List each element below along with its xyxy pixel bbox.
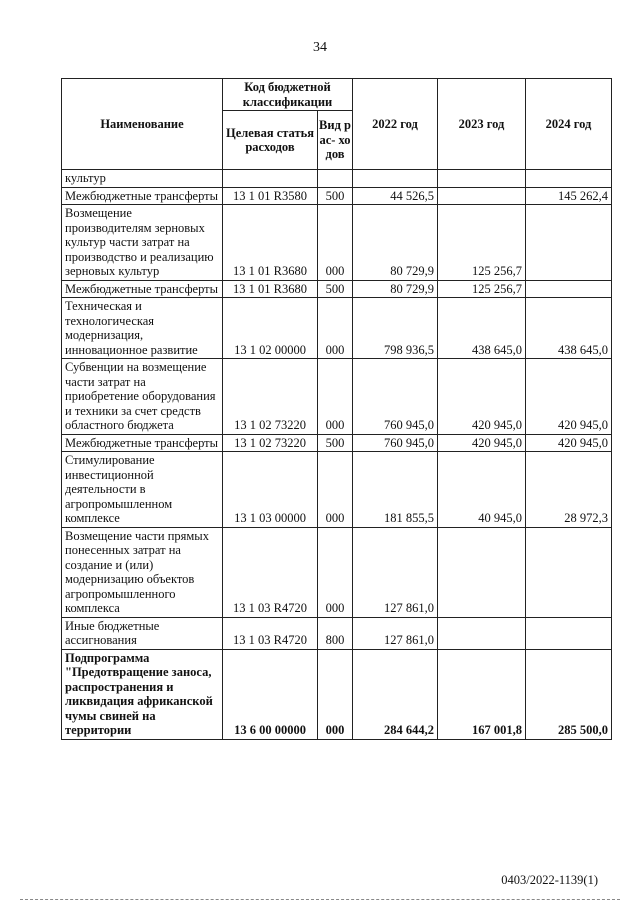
- row-2024: 438 645,0: [526, 298, 612, 359]
- row-2022: 760 945,0: [353, 434, 438, 452]
- row-2024: 285 500,0: [526, 649, 612, 739]
- row-expense-type: [318, 170, 353, 188]
- row-2022: 80 729,9: [353, 205, 438, 281]
- row-2023: 40 945,0: [438, 452, 526, 528]
- row-2022: 760 945,0: [353, 359, 438, 435]
- row-2023: [438, 170, 526, 188]
- row-name: Межбюджетные трансферты: [62, 280, 223, 298]
- row-name: Возмещение производителям зерновых культур части затрат на производство и реализацию зерновых культур: [62, 205, 223, 281]
- header-target-article: Целевая статья расходов: [223, 111, 318, 170]
- row-name: Подпрограмма "Предотвращение заноса, распространения и ликвидация африканской чумы свиней на территории: [62, 649, 223, 739]
- header-2023: 2023 год: [438, 79, 526, 170]
- row-2024: [526, 617, 612, 649]
- row-2024: [526, 205, 612, 281]
- table-body: [62, 170, 612, 740]
- row-2022: 181 855,5: [353, 452, 438, 528]
- row-2024: 420 945,0: [526, 434, 612, 452]
- table-row: [62, 434, 612, 452]
- row-2023: [438, 187, 526, 205]
- row-code: 13 1 01 R3680: [223, 280, 318, 298]
- row-2022: [353, 170, 438, 188]
- row-2023: 420 945,0: [438, 434, 526, 452]
- row-name: Межбюджетные трансферты: [62, 434, 223, 452]
- table-row: [62, 205, 612, 281]
- row-expense-type: 500: [318, 434, 353, 452]
- row-expense-type: 500: [318, 187, 353, 205]
- row-name: культур: [62, 170, 223, 188]
- footer-line: [20, 899, 620, 900]
- table-row: [62, 187, 612, 205]
- row-2024: [526, 527, 612, 617]
- row-code: 13 1 02 73220: [223, 434, 318, 452]
- table-row: [62, 617, 612, 649]
- row-code: 13 1 02 73220: [223, 359, 318, 435]
- row-2024: 145 262,4: [526, 187, 612, 205]
- page-number: 34: [313, 40, 327, 55]
- row-code: [223, 170, 318, 188]
- row-name: Возмещение части прямых понесенных затрат на создание и (или) модернизацию объектов агропромышленного комплекса: [62, 527, 223, 617]
- row-expense-type: 000: [318, 205, 353, 281]
- row-2023: 167 001,8: [438, 649, 526, 739]
- row-2024: [526, 170, 612, 188]
- row-2024: 28 972,3: [526, 452, 612, 528]
- row-2023: 125 256,7: [438, 205, 526, 281]
- row-code: 13 1 03 R4720: [223, 617, 318, 649]
- header-expense-type: Вид рас- ходов: [318, 111, 353, 170]
- table-row: [62, 170, 612, 188]
- header-2024: 2024 год: [526, 79, 612, 170]
- row-2022: 127 861,0: [353, 617, 438, 649]
- row-2023: 420 945,0: [438, 359, 526, 435]
- table-row: [62, 452, 612, 528]
- row-2022: 798 936,5: [353, 298, 438, 359]
- table-row: [62, 280, 612, 298]
- row-code: 13 1 01 R3580: [223, 187, 318, 205]
- row-code: 13 1 02 00000: [223, 298, 318, 359]
- table-row: [62, 649, 612, 739]
- budget-table: [61, 78, 612, 740]
- row-name: Стимулирование инвестиционной деятельности в агропромышленном комплексе: [62, 452, 223, 528]
- row-expense-type: 000: [318, 452, 353, 528]
- header-code-group: Код бюджетной классификации: [223, 79, 353, 111]
- row-name: Иные бюджетные ассигнования: [62, 617, 223, 649]
- row-2022: 80 729,9: [353, 280, 438, 298]
- row-name: Техническая и технологическая модернизация, инновационное развитие: [62, 298, 223, 359]
- row-2023: [438, 527, 526, 617]
- header-row-1: [62, 79, 612, 111]
- row-code: 13 1 01 R3680: [223, 205, 318, 281]
- table-row: [62, 359, 612, 435]
- row-2022: 127 861,0: [353, 527, 438, 617]
- header-2022: 2022 год: [353, 79, 438, 170]
- row-expense-type: 000: [318, 298, 353, 359]
- row-2024: [526, 280, 612, 298]
- row-expense-type: 800: [318, 617, 353, 649]
- row-code: 13 1 03 00000: [223, 452, 318, 528]
- row-name: Межбюджетные трансферты: [62, 187, 223, 205]
- row-expense-type: 000: [318, 649, 353, 739]
- row-expense-type: 500: [318, 280, 353, 298]
- table-row: [62, 527, 612, 617]
- row-code: 13 6 00 00000: [223, 649, 318, 739]
- row-2024: 420 945,0: [526, 359, 612, 435]
- row-expense-type: 000: [318, 527, 353, 617]
- table-row: [62, 298, 612, 359]
- row-code: 13 1 03 R4720: [223, 527, 318, 617]
- document-code: 0403/2022-1139(1): [501, 873, 598, 887]
- row-2023: [438, 617, 526, 649]
- row-2023: 438 645,0: [438, 298, 526, 359]
- row-2022: 284 644,2: [353, 649, 438, 739]
- header-name: Наименование: [62, 79, 223, 170]
- row-2022: 44 526,5: [353, 187, 438, 205]
- row-name: Субвенции на возмещение части затрат на приобретение оборудования и техники за счет средств областного бюджета: [62, 359, 223, 435]
- row-expense-type: 000: [318, 359, 353, 435]
- row-2023: 125 256,7: [438, 280, 526, 298]
